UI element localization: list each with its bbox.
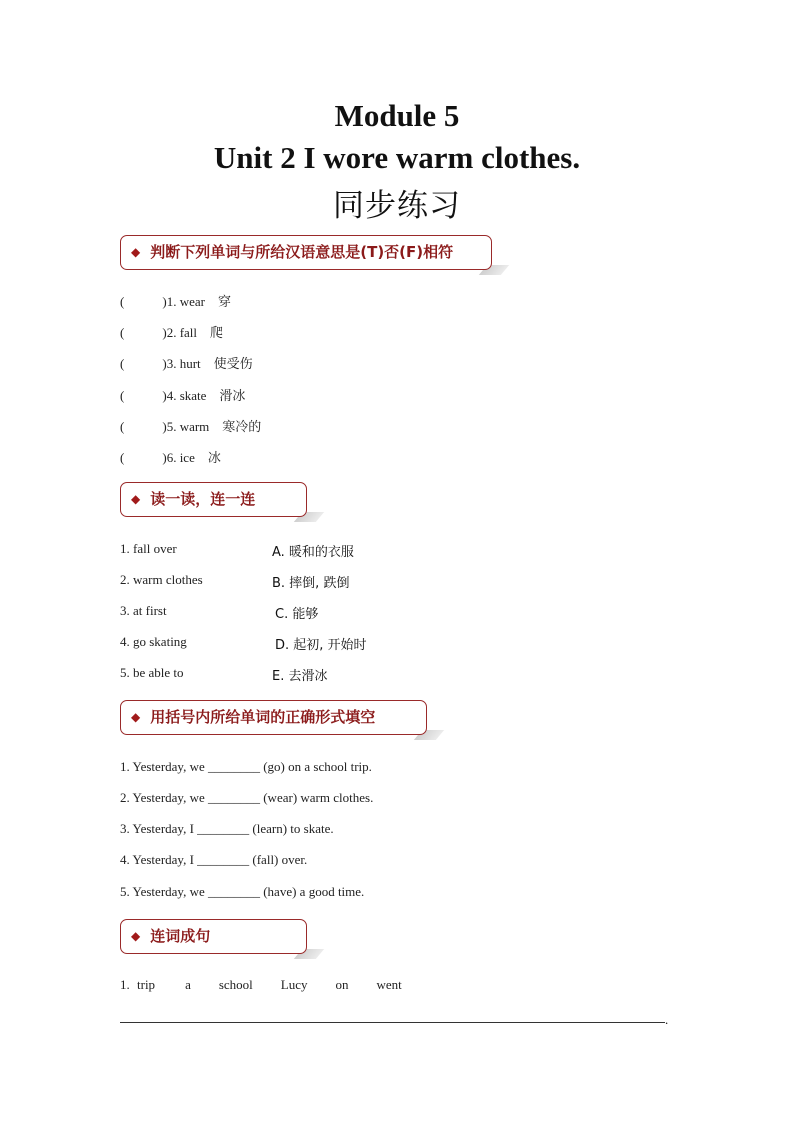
practice-title: 同步练习 <box>333 188 461 224</box>
fill-item: 5. Yesterday, we ________ (have) a good time. <box>120 884 365 899</box>
match-left-item: 4. go skating <box>120 634 187 649</box>
diamond-icon: ◆ <box>131 245 141 259</box>
match-right-item: B. 摔倒, 跌倒 <box>272 576 350 591</box>
section-label: 判断下列单词与所给汉语意思是(T)否(F)相符 <box>150 243 454 261</box>
section-header-fill <box>120 700 427 735</box>
section-label: 读一读，连一连 <box>150 490 256 508</box>
diamond-icon: ◆ <box>131 492 141 506</box>
match-right-item: C. 能够 <box>275 607 319 622</box>
fill-item: 2. Yesterday, we ________ (wear) warm clothes. <box>120 790 374 805</box>
section-header-judge <box>120 235 492 270</box>
match-right-item: E. 去滑冰 <box>272 669 328 684</box>
match-left-item: 5. be able to <box>120 665 184 680</box>
judge-item: ( )5. warm 寒冷的 <box>120 419 262 435</box>
order-item: 1. trip a school Lucy on went <box>120 977 402 992</box>
match-right-item: A. 暖和的衣服 <box>272 545 354 560</box>
answer-end-period: . <box>665 1012 669 1027</box>
diamond-icon: ◆ <box>131 929 141 943</box>
diamond-icon: ◆ <box>131 710 141 724</box>
judge-item: ( )6. ice 冰 <box>120 450 221 466</box>
answer-line[interactable] <box>120 1022 665 1023</box>
match-left-item: 3. at first <box>120 603 167 618</box>
fill-item: 3. Yesterday, I ________ (learn) to skate. <box>120 821 334 836</box>
judge-item: ( )4. skate 滑冰 <box>120 388 246 404</box>
match-left-item: 1. fall over <box>120 541 177 556</box>
match-right-item: D. 起初, 开始时 <box>275 638 367 653</box>
judge-item: ( )1. wear 穿 <box>120 294 231 310</box>
fill-item: 4. Yesterday, I ________ (fall) over. <box>120 852 308 867</box>
judge-item: ( )3. hurt 使受伤 <box>120 356 253 372</box>
judge-item: ( )2. fall 爬 <box>120 325 224 341</box>
module-title: Module 5 <box>334 98 460 133</box>
section-header-match <box>120 482 307 517</box>
unit-title: Unit 2 I wore warm clothes. <box>213 140 581 175</box>
section-header-order <box>120 919 307 954</box>
section-label: 连词成句 <box>150 927 211 945</box>
match-left-item: 2. warm clothes <box>120 572 203 587</box>
fill-item: 1. Yesterday, we ________ (go) on a school trip. <box>120 759 372 774</box>
section-label: 用括号内所给单词的正确形式填空 <box>150 708 376 726</box>
